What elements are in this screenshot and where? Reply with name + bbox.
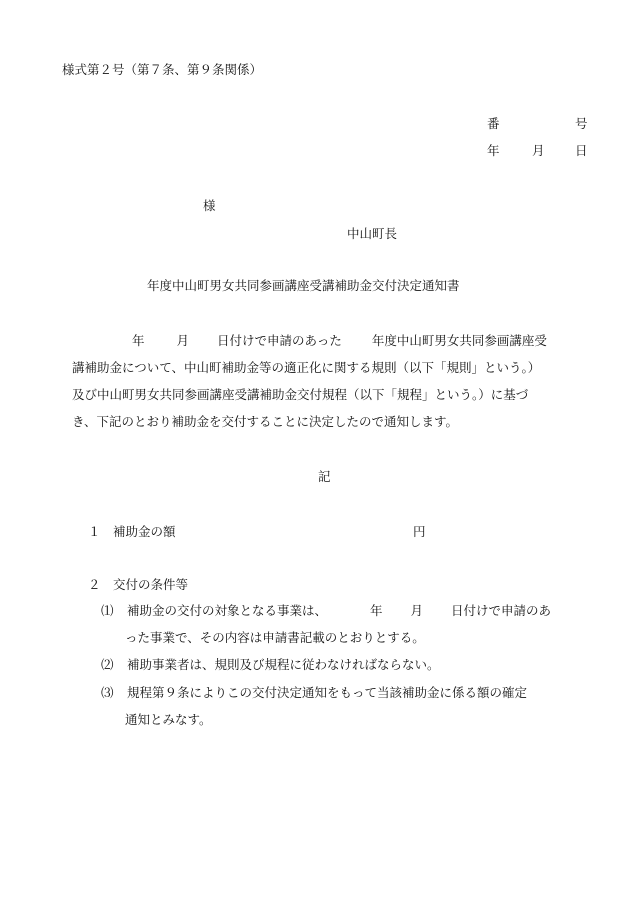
sub1-line-1 bbox=[127, 605, 551, 618]
issuer: 中山町長 bbox=[347, 226, 398, 241]
body-day-text: 日付けで申請のあった bbox=[217, 333, 342, 348]
form-label: 様式第２号（第７条、第９条関係） bbox=[62, 62, 263, 77]
sub1-text-a: 補助金の交付の対象となる事業は、 bbox=[127, 603, 328, 618]
item1-unit: 円 bbox=[413, 524, 426, 539]
sub1-number: ⑴ bbox=[101, 603, 114, 618]
addressee-honorific: 様 bbox=[203, 198, 216, 213]
number-char: 番 bbox=[487, 116, 500, 131]
sub1-text-b: 日付けで申請のあ bbox=[451, 603, 552, 618]
body-line-4: き、下記のとおり補助金を交付することに決定したので通知します。 bbox=[72, 414, 459, 429]
body-line-3: 及び中山町男女共同参画講座受講補助金交付規程（以下「規程」という。）に基づ bbox=[72, 387, 529, 402]
sub1-year: 年 bbox=[370, 603, 383, 618]
item2-number: ２ bbox=[88, 577, 101, 592]
day-char: 日 bbox=[575, 143, 588, 158]
ki-heading: 記 bbox=[318, 469, 331, 484]
body-year: 年 bbox=[132, 333, 145, 348]
sub1-month: 月 bbox=[410, 603, 424, 618]
sub3-line-1: 規程第９条によりこの交付決定通知をもって当該補助金に係る額の確定 bbox=[127, 685, 528, 700]
body-line1-tail: 年度中山町男女共同参画講座受 bbox=[371, 333, 547, 348]
document-title: 年度中山町男女共同参画講座受講補助金交付決定通知書 bbox=[147, 278, 460, 293]
body-month: 月 bbox=[176, 333, 190, 348]
body-line-1 bbox=[132, 335, 547, 348]
sub3-line-2: 通知とみなす。 bbox=[125, 712, 212, 727]
sub3-number: ⑶ bbox=[101, 685, 114, 700]
month-char: 月 bbox=[532, 143, 545, 158]
item2-label: 交付の条件等 bbox=[113, 577, 189, 592]
sub1-line-2: った事業で、その内容は申請書記載のとおりとする。 bbox=[125, 630, 425, 645]
sub2-text: 補助事業者は、規則及び規程に従わなければならない。 bbox=[127, 657, 440, 672]
item1-label: 補助金の額 bbox=[113, 524, 176, 539]
go-char: 号 bbox=[575, 116, 588, 131]
item1-number: １ bbox=[88, 524, 101, 539]
body-line-2: 講補助金について、中山町補助金等の適正化に関する規則（以下「規則」という。） bbox=[72, 360, 541, 375]
year-char: 年 bbox=[487, 143, 500, 158]
sub2-number: ⑵ bbox=[101, 657, 114, 672]
